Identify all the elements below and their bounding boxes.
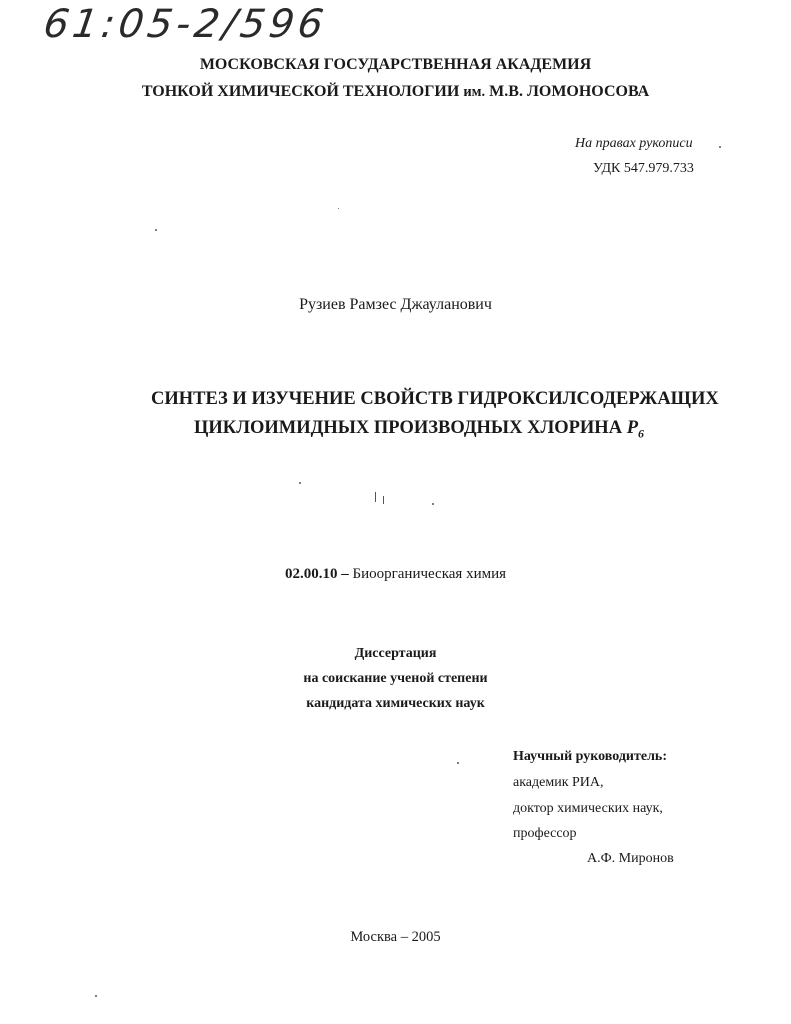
- chlorin-symbol: P: [626, 418, 638, 438]
- handwritten-archive-number: 61:05-2/596: [40, 2, 331, 47]
- scan-speck: [719, 146, 721, 148]
- organization-line-1: МОСКОВСКАЯ ГОСУДАРСТВЕННАЯ АКАДЕМИЯ: [199, 56, 592, 73]
- supervisor-name: А.Ф. Миронов: [587, 851, 674, 866]
- specialty-code: 02.00.10: [284, 566, 338, 582]
- author-name: Рузиев Рамзес Джауланович: [299, 296, 492, 313]
- scan-speck: [299, 482, 301, 484]
- scan-speck: [338, 208, 339, 209]
- dissertation-line-1: Диссертация: [354, 646, 437, 661]
- title-line-2: [194, 418, 644, 442]
- organization-name: ТОНКОЙ ХИМИЧЕСКОЙ ТЕХНОЛОГИИ: [141, 83, 460, 100]
- udc-code: УДК 547.979.733: [593, 161, 694, 176]
- manuscript-note: На правах рукописи: [575, 136, 693, 151]
- supervisor-heading: Научный руководитель:: [513, 749, 667, 764]
- supervisor-title-2: доктор химических наук,: [513, 801, 663, 816]
- title-text: ЦИКЛОИМИДНЫХ ПРОИЗВОДНЫХ ХЛОРИНА: [194, 418, 623, 438]
- specialty-name: Биоорганическая химия: [352, 566, 507, 582]
- scan-speck: [457, 762, 459, 764]
- specialty-separator: –: [341, 566, 349, 582]
- chlorin-subscript: 6: [638, 426, 644, 441]
- dissertation-line-2: на соискание ученой степени: [303, 671, 488, 686]
- organization-namesake: М.В. ЛОМОНОСОВА: [489, 83, 650, 100]
- scan-speck: [95, 995, 97, 997]
- organization-line-2: [0, 83, 791, 101]
- city-year: Москва – 2005: [350, 929, 441, 945]
- supervisor-title-3: профессор: [513, 826, 577, 841]
- scan-speck: [155, 229, 157, 231]
- organization-im: им.: [463, 84, 486, 100]
- scan-speck: [432, 503, 434, 505]
- scan-speck: [375, 492, 376, 502]
- specialty: [0, 566, 791, 583]
- supervisor-title-1: академик РИА,: [513, 775, 604, 790]
- title-line-1: СИНТЕЗ И ИЗУЧЕНИЕ СВОЙСТВ ГИДРОКСИЛСОДЕРЖАЩИХ: [151, 389, 719, 409]
- scan-speck: [383, 496, 384, 504]
- dissertation-line-3: кандидата химических наук: [306, 696, 485, 711]
